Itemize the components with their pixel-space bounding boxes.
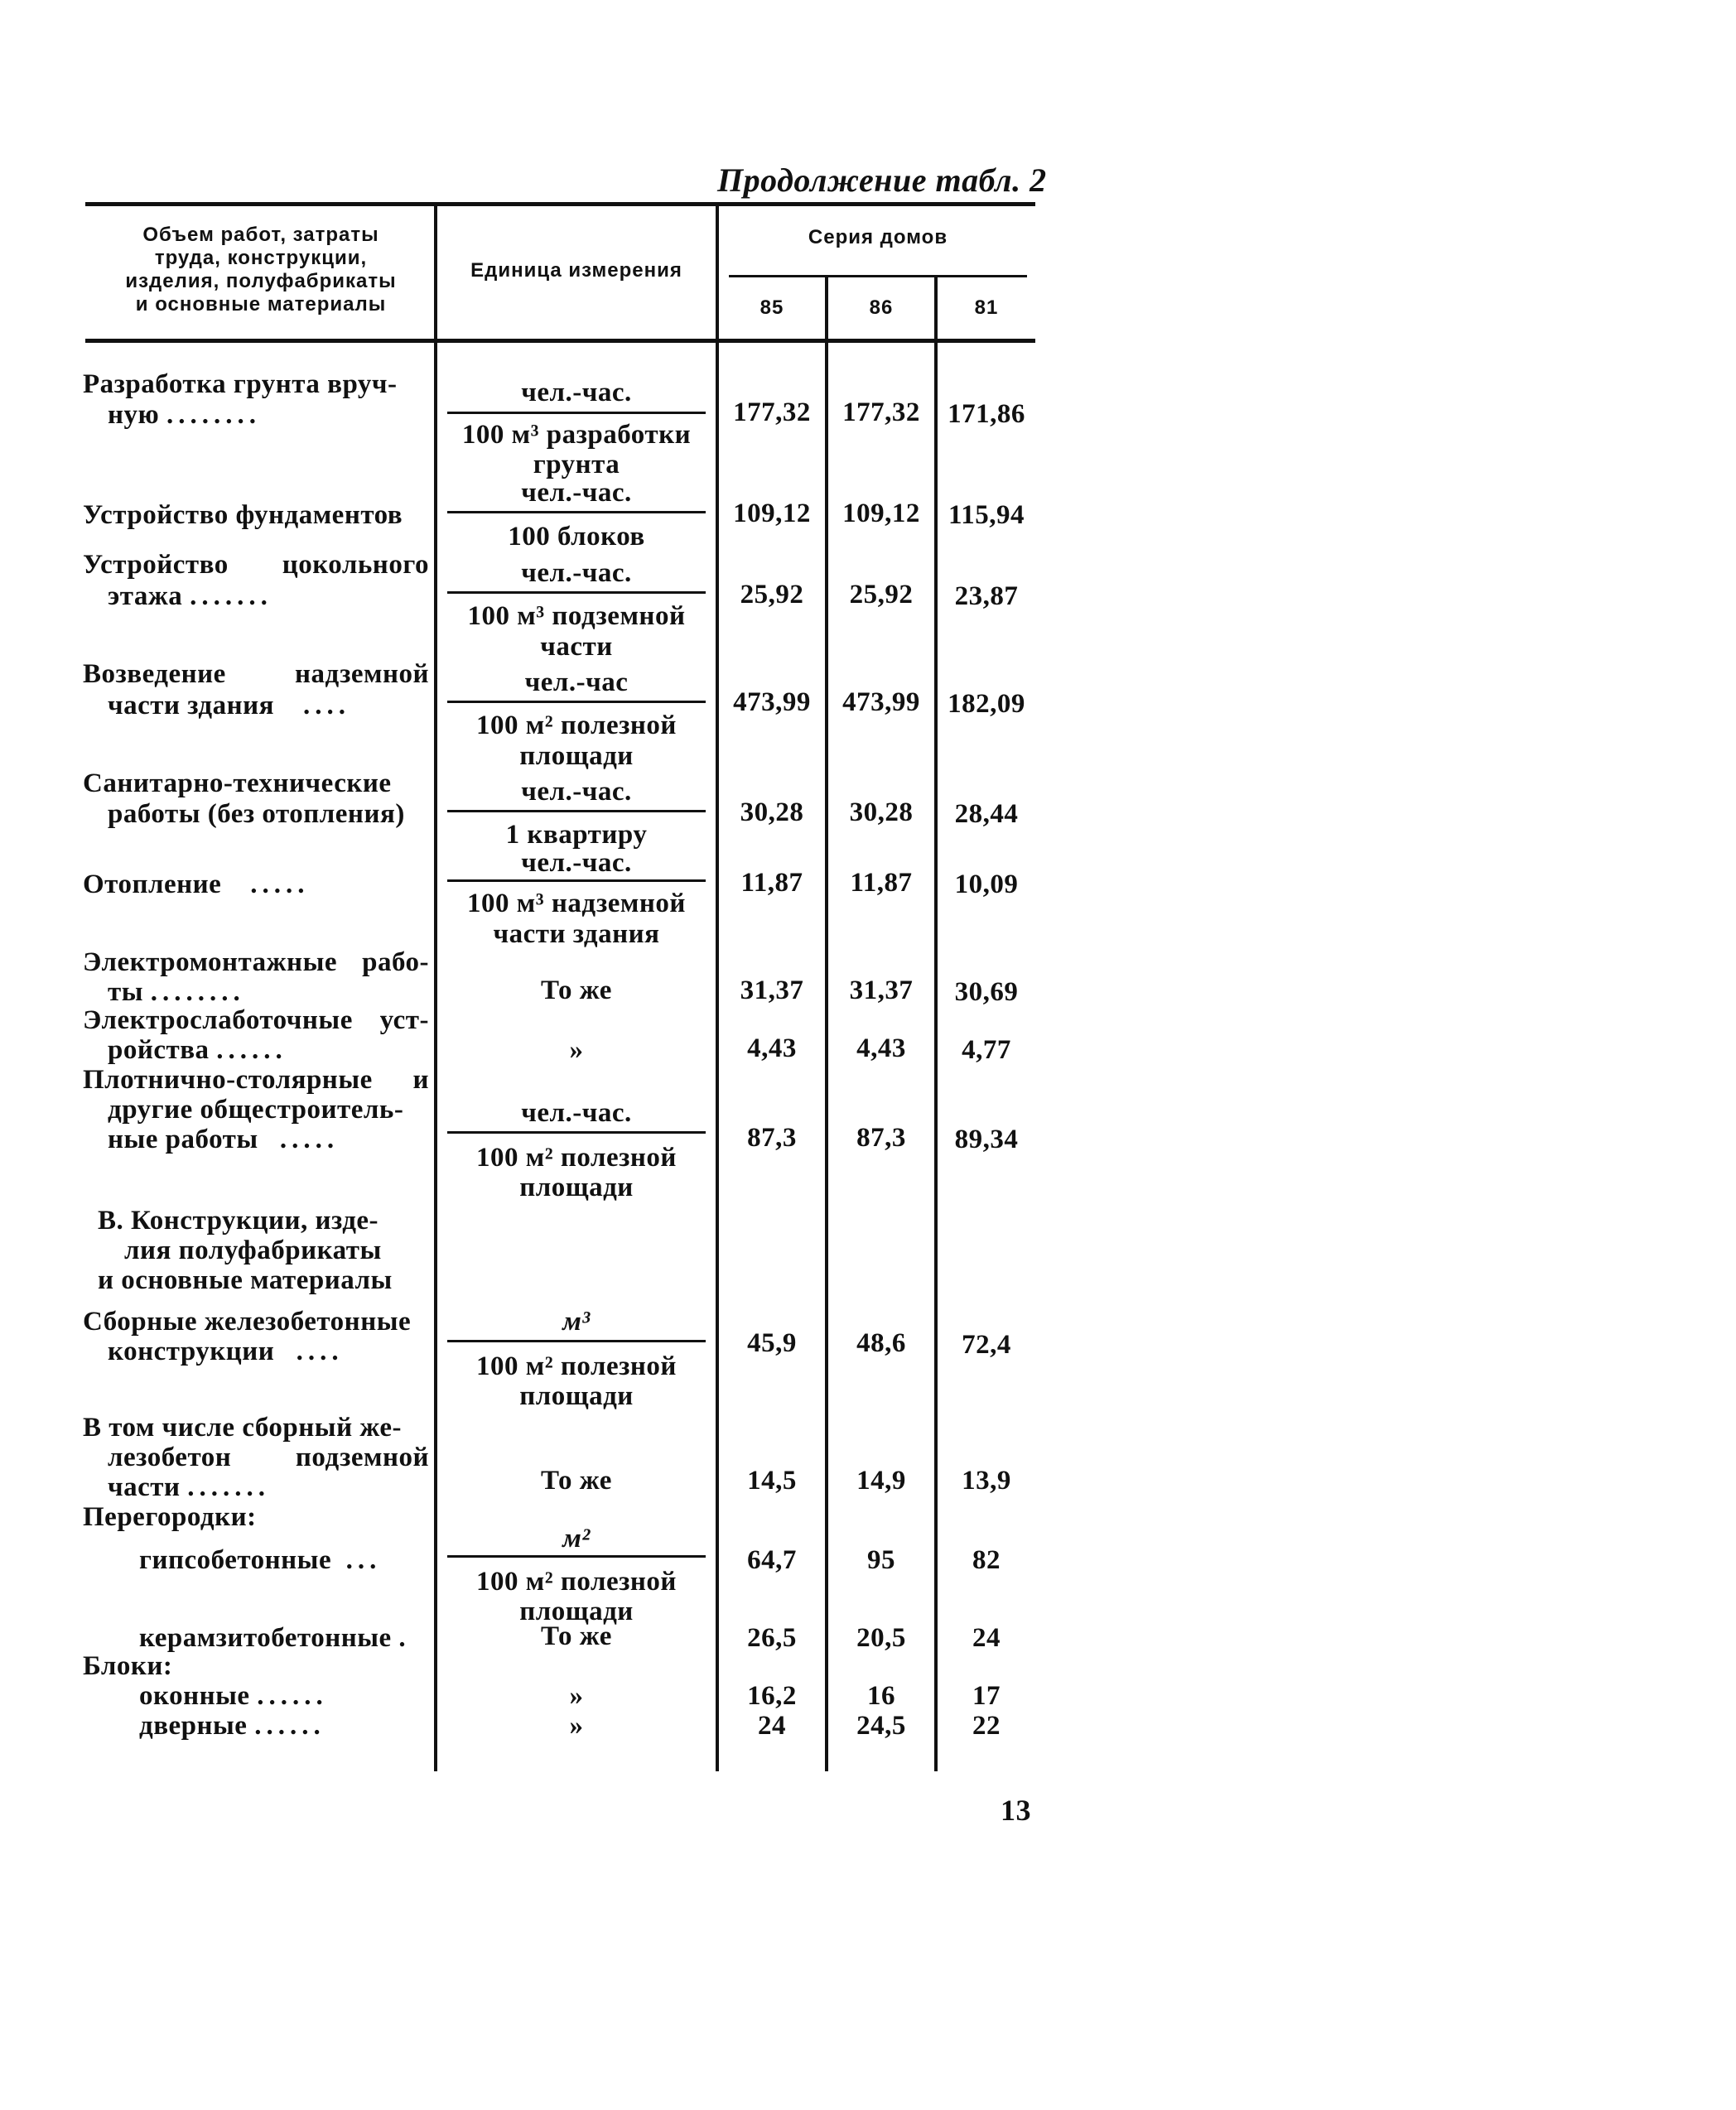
- value-86: 14,9: [856, 1466, 906, 1496]
- group-heading: Перегородки:: [83, 1502, 257, 1532]
- value-86: 24,5: [856, 1711, 906, 1741]
- unit-ditto: »: [569, 1681, 584, 1711]
- value-85: 26,5: [747, 1623, 797, 1653]
- fraction-line: [447, 810, 706, 812]
- row-label: оконные ......: [139, 1681, 328, 1711]
- header-unit: Единица измерения: [470, 259, 682, 282]
- unit-ditto: »: [569, 1711, 584, 1741]
- row-label: Электрослаботочные уст-: [83, 1005, 429, 1035]
- row-label: В том числе сборный же-: [83, 1413, 402, 1443]
- header-series-81: 81: [974, 296, 999, 319]
- unit-denominator: площади: [519, 1597, 634, 1626]
- value-86: 16: [867, 1681, 895, 1711]
- page-number: 13: [1001, 1794, 1031, 1827]
- value-85: 11,87: [740, 868, 803, 898]
- unit-numerator: чел.-час.: [521, 478, 632, 508]
- unit-denominator: 100 м³ подземной: [467, 601, 686, 631]
- value-85: 25,92: [740, 580, 804, 609]
- row-label: ные работы .....: [108, 1125, 340, 1154]
- unit-denominator: части: [540, 632, 613, 662]
- unit-denominator: грунта: [533, 450, 620, 479]
- value-81: 115,94: [948, 500, 1025, 530]
- unit-same: То же: [541, 1466, 612, 1496]
- table-header-bottom-rule: [85, 339, 1035, 343]
- fraction-line: [447, 1131, 706, 1134]
- unit-numerator: м²: [562, 1524, 591, 1554]
- table-top-rule: [85, 202, 1035, 206]
- value-86: 473,99: [842, 687, 920, 717]
- value-86: 87,3: [856, 1123, 906, 1153]
- unit-denominator: части здания: [493, 919, 660, 949]
- unit-denominator: 100 м² полезной: [476, 1351, 677, 1381]
- value-85: 14,5: [747, 1466, 797, 1496]
- value-81: 22: [972, 1711, 1001, 1741]
- value-85: 30,28: [740, 797, 804, 827]
- value-86: 109,12: [842, 499, 920, 528]
- value-85: 24: [758, 1711, 786, 1741]
- header-work-volume: Объем работ, затраты труда, конструкции, изделия, полуфабрикаты и основные материалы: [125, 224, 397, 316]
- value-85: 64,7: [747, 1545, 797, 1575]
- value-86: 48,6: [856, 1328, 906, 1358]
- unit-same: То же: [541, 976, 612, 1005]
- row-label: лезобетон подземной: [108, 1443, 429, 1472]
- unit-same: То же: [541, 1621, 612, 1651]
- fraction-line: [447, 701, 706, 703]
- row-label: керамзитобетонные .: [139, 1623, 411, 1653]
- header-house-series: Серия домов: [808, 226, 948, 248]
- value-86: 95: [867, 1545, 895, 1575]
- value-85: 31,37: [740, 976, 804, 1005]
- unit-numerator: чел.-час.: [521, 378, 632, 407]
- header-series-86: 86: [869, 296, 894, 319]
- row-label: Отопление .....: [83, 870, 310, 899]
- row-label: ты ........: [108, 977, 245, 1007]
- value-81: 182,09: [948, 689, 1025, 719]
- value-81: 13,9: [962, 1466, 1011, 1496]
- unit-denominator: 100 м² полезной: [476, 711, 677, 740]
- row-label: дверные ......: [139, 1711, 326, 1741]
- unit-denominator: 100 блоков: [508, 522, 645, 552]
- value-85: 177,32: [733, 397, 811, 427]
- value-81: 4,77: [962, 1035, 1011, 1065]
- unit-denominator: 100 м² полезной: [476, 1143, 677, 1173]
- row-label: части .......: [108, 1472, 270, 1502]
- section-heading: и основные материалы: [98, 1265, 393, 1295]
- fraction-line: [447, 591, 706, 594]
- value-81: 10,09: [954, 870, 1019, 899]
- row-label: гипсобетонные ...: [139, 1545, 382, 1575]
- value-81: 89,34: [954, 1125, 1019, 1154]
- unit-denominator: 100 м³ надземной: [467, 889, 686, 918]
- row-label: Устройство цокольного: [83, 550, 429, 580]
- unit-denominator: площади: [519, 741, 634, 771]
- value-86: 11,87: [850, 868, 913, 898]
- unit-denominator: площади: [519, 1173, 634, 1202]
- unit-numerator: чел.-час.: [521, 558, 632, 588]
- value-81: 23,87: [954, 581, 1019, 611]
- fraction-line: [447, 879, 706, 882]
- unit-numerator: чел.-час.: [521, 848, 632, 878]
- value-86: 20,5: [856, 1623, 906, 1653]
- fraction-line: [447, 1340, 706, 1342]
- row-label: Разработка грунта вруч-: [83, 369, 398, 399]
- value-81: 24: [972, 1623, 1001, 1653]
- row-label: ройства ......: [108, 1035, 287, 1065]
- unit-numerator: чел.-час.: [521, 777, 632, 807]
- value-81: 72,4: [962, 1330, 1011, 1360]
- section-heading: В. Конструкции, изде-: [98, 1206, 379, 1236]
- unit-numerator: м³: [562, 1307, 591, 1337]
- value-86: 31,37: [849, 976, 914, 1005]
- section-heading: лия полуфабрикаты: [124, 1236, 382, 1265]
- value-81: 30,69: [954, 977, 1019, 1007]
- group-heading: Блоки:: [83, 1651, 173, 1681]
- value-86: 177,32: [842, 397, 920, 427]
- value-85: 16,2: [747, 1681, 797, 1711]
- row-label: работы (без отопления): [108, 799, 405, 829]
- value-85: 45,9: [747, 1328, 797, 1358]
- header-series-85: 85: [760, 296, 784, 319]
- value-85: 4,43: [747, 1033, 797, 1063]
- unit-ditto: »: [569, 1035, 584, 1065]
- row-label: другие общестроитель-: [108, 1095, 404, 1125]
- row-label: конструкции ....: [108, 1337, 344, 1366]
- fraction-line: [447, 1555, 706, 1558]
- value-86: 4,43: [856, 1033, 906, 1063]
- value-81: 17: [972, 1681, 1001, 1711]
- value-81: 82: [972, 1545, 1001, 1575]
- row-label: Электромонтажные рабо-: [83, 947, 429, 977]
- unit-denominator: 100 м² полезной: [476, 1567, 677, 1597]
- row-label: Устройство фундаментов: [83, 500, 403, 530]
- value-81: 171,86: [948, 399, 1025, 429]
- value-85: 87,3: [747, 1123, 797, 1153]
- row-label: части здания ....: [108, 691, 350, 720]
- value-86: 30,28: [849, 797, 914, 827]
- row-label: ную ........: [108, 400, 261, 430]
- fraction-line: [447, 511, 706, 513]
- value-81: 28,44: [954, 799, 1019, 829]
- unit-denominator: 100 м³ разработки: [461, 420, 692, 450]
- value-85: 109,12: [733, 499, 811, 528]
- unit-denominator: площади: [519, 1381, 634, 1411]
- unit-numerator: чел.-час: [524, 667, 629, 697]
- unit-numerator: чел.-час.: [521, 1098, 632, 1128]
- series-header-rule: [729, 275, 1027, 277]
- fraction-line: [447, 412, 706, 414]
- value-86: 25,92: [849, 580, 914, 609]
- row-label: этажа .......: [108, 581, 272, 611]
- table-continuation-heading: Продолжение табл. 2: [717, 161, 1047, 199]
- value-85: 473,99: [733, 687, 811, 717]
- row-label: Сборные железобетонные: [83, 1307, 412, 1337]
- unit-denominator: 1 квартиру: [505, 820, 648, 850]
- row-label: Возведение надземной: [83, 659, 429, 689]
- row-label: Санитарно-технические: [83, 768, 392, 798]
- row-label: Плотнично-столярные и: [83, 1065, 429, 1095]
